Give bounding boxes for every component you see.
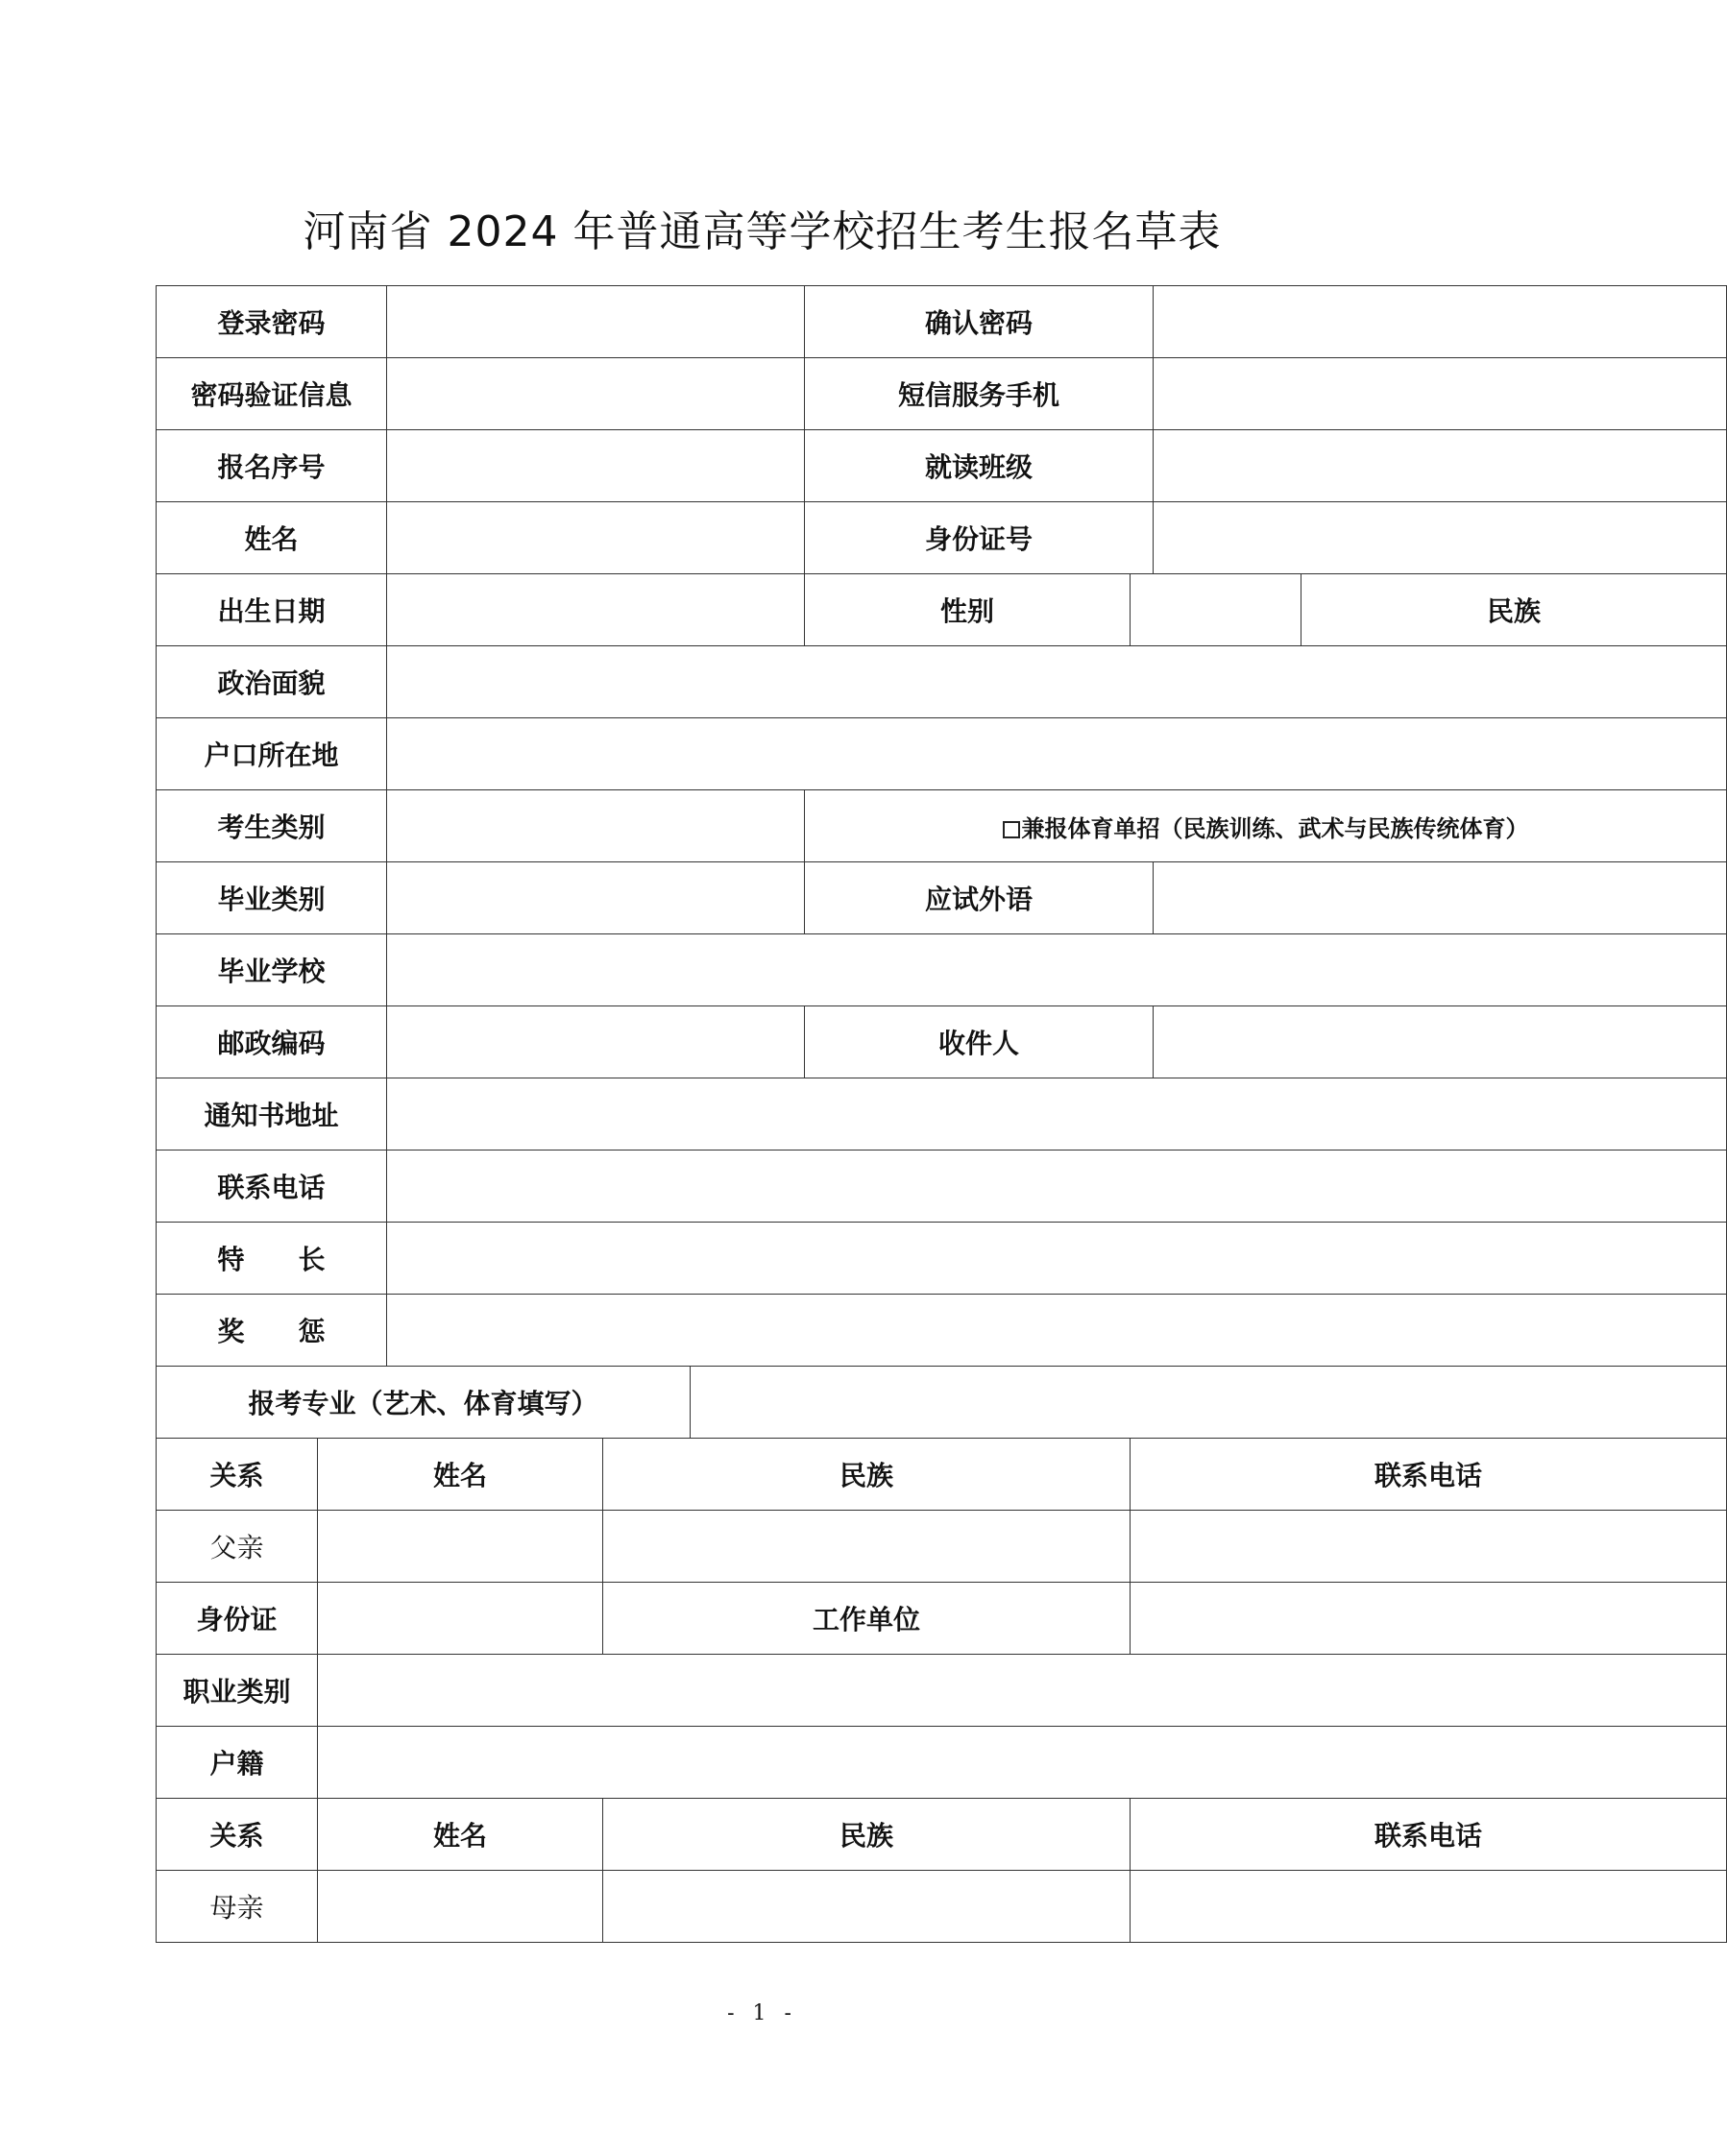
father-row xyxy=(157,1511,1727,1583)
contact-phone-field[interactable] xyxy=(387,1151,1727,1223)
mother-row xyxy=(157,1871,1727,1943)
birth-date-label: 出生日期 xyxy=(157,574,387,646)
political-status-field[interactable] xyxy=(387,646,1727,718)
class-label: 就读班级 xyxy=(805,430,1154,502)
page-number: - 1 - xyxy=(727,2001,797,2025)
checkbox-icon[interactable] xyxy=(1003,821,1020,838)
rewards-punishments-field[interactable] xyxy=(387,1295,1727,1367)
political-status-label: 政治面貌 xyxy=(157,646,387,718)
notice-address-field[interactable] xyxy=(387,1078,1727,1151)
household-location-label: 户口所在地 xyxy=(157,718,387,790)
id-number-label: 身份证号 xyxy=(805,502,1154,574)
father-occupation-label: 职业类别 xyxy=(157,1655,318,1727)
form-row xyxy=(157,646,1727,718)
form-row xyxy=(157,790,1727,862)
sports-option-label: 兼报体育单招（民族训练、武术与民族传统体育） xyxy=(1021,813,1529,842)
father-ethnicity-field[interactable] xyxy=(603,1511,1131,1583)
form-row xyxy=(157,862,1727,934)
recipient-field[interactable] xyxy=(1154,1006,1727,1078)
major-applied-field[interactable] xyxy=(691,1367,1727,1439)
major-applied-label: 报考专业（艺术、体育填写） xyxy=(157,1367,691,1439)
password-verify-label: 密码验证信息 xyxy=(157,358,387,430)
name-label: 姓名 xyxy=(157,502,387,574)
father-household-label: 户籍 xyxy=(157,1727,318,1799)
specialty-label: 特 长 xyxy=(157,1223,387,1295)
contact-phone-label: 联系电话 xyxy=(157,1151,387,1223)
sms-phone-field[interactable] xyxy=(1154,358,1727,430)
sms-phone-label: 短信服务手机 xyxy=(805,358,1154,430)
form-row xyxy=(157,1295,1727,1367)
form-row xyxy=(157,1223,1727,1295)
birth-date-field[interactable] xyxy=(387,574,805,646)
postal-code-label: 邮政编码 xyxy=(157,1006,387,1078)
exam-category-field[interactable] xyxy=(387,790,805,862)
gender-field[interactable] xyxy=(1131,574,1301,646)
mother-phone-field[interactable] xyxy=(1131,1871,1727,1943)
password-verify-field[interactable] xyxy=(387,358,805,430)
family-phone-header: 联系电话 xyxy=(1131,1439,1727,1511)
father-id-row xyxy=(157,1583,1727,1655)
recipient-label: 收件人 xyxy=(805,1006,1154,1078)
father-label: 父亲 xyxy=(157,1511,318,1583)
form-row xyxy=(157,502,1727,574)
login-password-field[interactable] xyxy=(387,286,805,358)
father-id-field[interactable] xyxy=(318,1583,603,1655)
form-row xyxy=(157,1078,1727,1151)
graduation-category-label: 毕业类别 xyxy=(157,862,387,934)
graduation-school-field[interactable] xyxy=(387,934,1727,1006)
specialty-field[interactable] xyxy=(387,1223,1727,1295)
graduation-school-label: 毕业学校 xyxy=(157,934,387,1006)
family-header-row xyxy=(157,1799,1727,1871)
father-household-field[interactable] xyxy=(318,1727,1727,1799)
name-field[interactable] xyxy=(387,502,805,574)
family-ethnicity-header: 民族 xyxy=(603,1439,1131,1511)
father-household-row xyxy=(157,1727,1727,1799)
foreign-language-field[interactable] xyxy=(1154,862,1727,934)
father-phone-field[interactable] xyxy=(1131,1511,1727,1583)
confirm-password-label: 确认密码 xyxy=(805,286,1154,358)
reg-number-field[interactable] xyxy=(387,430,805,502)
form-row xyxy=(157,574,1727,646)
father-work-unit-field[interactable] xyxy=(1131,1583,1727,1655)
father-work-unit-label: 工作单位 xyxy=(603,1583,1131,1655)
class-field[interactable] xyxy=(1154,430,1727,502)
household-location-field[interactable] xyxy=(387,718,1727,790)
form-row xyxy=(157,934,1727,1006)
form-row xyxy=(157,1367,1727,1439)
mother-label: 母亲 xyxy=(157,1871,318,1943)
gender-label: 性别 xyxy=(805,574,1131,646)
form-row xyxy=(157,1151,1727,1223)
page-title: 河南省 2024 年普通高等学校招生考生报名草表 xyxy=(303,207,1222,256)
father-name-field[interactable] xyxy=(318,1511,603,1583)
family-header-row xyxy=(157,1439,1727,1511)
form-row xyxy=(157,286,1727,358)
login-password-label: 登录密码 xyxy=(157,286,387,358)
form-row xyxy=(157,430,1727,502)
family-phone-header: 联系电话 xyxy=(1131,1799,1727,1871)
foreign-language-label: 应试外语 xyxy=(805,862,1154,934)
postal-code-field[interactable] xyxy=(387,1006,805,1078)
rewards-punishments-label: 奖 惩 xyxy=(157,1295,387,1367)
ethnicity-label: 民族 xyxy=(1301,574,1727,646)
exam-category-label: 考生类别 xyxy=(157,790,387,862)
confirm-password-field[interactable] xyxy=(1154,286,1727,358)
father-id-label: 身份证 xyxy=(157,1583,318,1655)
sports-option[interactable] xyxy=(805,790,1727,862)
mother-name-field[interactable] xyxy=(318,1871,603,1943)
form-row xyxy=(157,718,1727,790)
father-occupation-field[interactable] xyxy=(318,1655,1727,1727)
notice-address-label: 通知书地址 xyxy=(157,1078,387,1151)
relation-header: 关系 xyxy=(157,1799,318,1871)
graduation-category-field[interactable] xyxy=(387,862,805,934)
form-row xyxy=(157,358,1727,430)
id-number-field[interactable] xyxy=(1154,502,1727,574)
family-ethnicity-header: 民族 xyxy=(603,1799,1131,1871)
father-occupation-row xyxy=(157,1655,1727,1727)
family-name-header: 姓名 xyxy=(318,1799,603,1871)
reg-number-label: 报名序号 xyxy=(157,430,387,502)
family-name-header: 姓名 xyxy=(318,1439,603,1511)
registration-form-table xyxy=(156,285,1727,1943)
form-row xyxy=(157,1006,1727,1078)
relation-header: 关系 xyxy=(157,1439,318,1511)
mother-ethnicity-field[interactable] xyxy=(603,1871,1131,1943)
